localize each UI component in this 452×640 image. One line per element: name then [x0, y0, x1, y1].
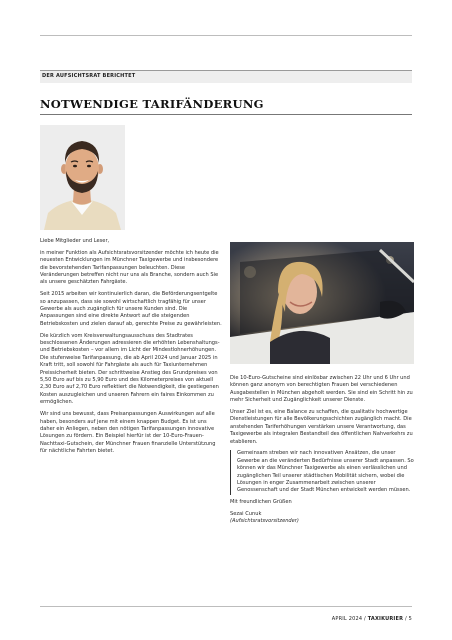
signature-role: (Aufsichtsratsvorsitzender) — [230, 518, 299, 525]
left-text-column — [40, 238, 223, 460]
salutation: Liebe Mitglieder und Leser, — [40, 238, 110, 244]
paragraph: Unser Ziel ist es, eine Balance zu schaffen, die qualitativ hochwertige Dienstleistungen für alle Bevölkerungsschichten zugänglich macht. Die anstehenden Tariferhöhungen verstärken unsere Verantwortung, das Taxigewerbe als integralen Bestandteil des öffentlichen Nahverkehrs zu etablieren. — [230, 409, 413, 445]
top-rule — [40, 35, 412, 36]
paragraph: Die 10-Euro-Gutscheine sind einlösbar zwischen 22 Uhr und 6 Uhr und können ganz anonym von berechtigten Frauen bei verschiedenen Ausgabestellen in München abgeholt werden. Sie sind ein Schritt hin zu mehr Sicherheit und Zugänglichkeit unserer Dienste. — [230, 375, 413, 404]
footer-page-number: / 5 — [404, 616, 412, 622]
pull-quote: Gemeinsam streben wir nach innovativen Ansätzen, die unser Gewerbe an die veränderten Bedürfnisse unserer Stadt anpassen. So können wir das Münchner Taxigewerbe als einen verlässlichen und zugänglichen Teil unserer städtischen Mobilität sichern, wobei die Lösungen in enger Zusammenarbeit zwischen unserer Genossenschaft und der Stadt München entwickelt werden müssen. — [230, 450, 414, 494]
footer-magazine: TAXIKURIER — [367, 616, 404, 622]
headline: NOTWENDIGE TARIFÄNDERUNG — [40, 97, 264, 111]
headline-rule — [40, 114, 412, 115]
paragraph: Wir sind uns bewusst, dass Preisanpassungen Auswirkungen auf alle haben, besonders auf jene mit einem knappen Budget. Es ist uns daher ein Anliegen, neben den nötigen Tarifanpassungen innovative Lösungen zu fördern. Ein Beispiel hierfür ist der 10-Euro-Frauen-Nachttaxi-Gutschein, der Münchner Frauen finanzielle Unterstützung für nächtliche Fahrten bietet. — [40, 411, 216, 455]
footer-rule — [40, 606, 412, 607]
signature-name: Sezai Cunuk — [230, 511, 262, 518]
closing: Mit freundlichen Grüßen — [230, 499, 292, 506]
section-header-box — [40, 70, 412, 83]
signature — [230, 511, 414, 526]
paragraph: Die kürzlich vom Kreisverwaltungsausschuss des Stadtrates beschlossenen Änderungen adressieren die erhöhten Lebenshaltungs- und Betriebskosten – vor allem im Licht der Mindestlohnerhöhungen. Die stufenweise Tarifanpassung, die ab April 2024 und Januar 2025 in Kraft tritt, soll sowohl für Fahrgäste als auch für Taxiunternehmen Preissicherheit bieten. Der schrittweise Anstieg des Grundpreises von 5,50 Euro auf bis zu 5,90 Euro und des Kilometerpreises von aktuell 2,30 Euro auf 2,70 Euro reflektiert die Notwendigkeit, die gestiegenen Kosten auszugleichen und unseren Fahrern ein faires Einkommen zu ermöglichen. — [40, 332, 220, 406]
taxi-passenger-photo — [230, 242, 414, 364]
author-portrait — [40, 125, 125, 230]
right-text-column — [230, 375, 414, 526]
paragraph: Seit 2015 arbeiten wir kontinuierlich daran, die Beförderungsentgelte so anzupassen, dass sie sowohl wirtschaftlich tragfähig für unser Gewerbe als auch zugänglich für unsere Kunden sind. Die Anpassungen sind eine direkte Antwort auf die steigenden Betriebskosten und zielen darauf ab, gerechte Preise zu gewährleisten. — [40, 291, 222, 327]
paragraph: in meiner Funktion als Aufsichtsratsvorsitzender möchte ich heute die neuesten Entwicklungen im Münchner Taxigewerbe und insbesondere die bevorstehenden Tarifanpassungen beleuchten. Diese Veränderungen betreffen nicht nur uns als Branche, sondern auch Sie als unsere geschätzten Fahrgäste. — [40, 249, 219, 286]
section-label: DER AUFSICHTSRAT BERICHTET — [42, 73, 136, 79]
page-footer — [332, 616, 412, 622]
footer-month: APRIL 2024 / — [331, 616, 366, 622]
